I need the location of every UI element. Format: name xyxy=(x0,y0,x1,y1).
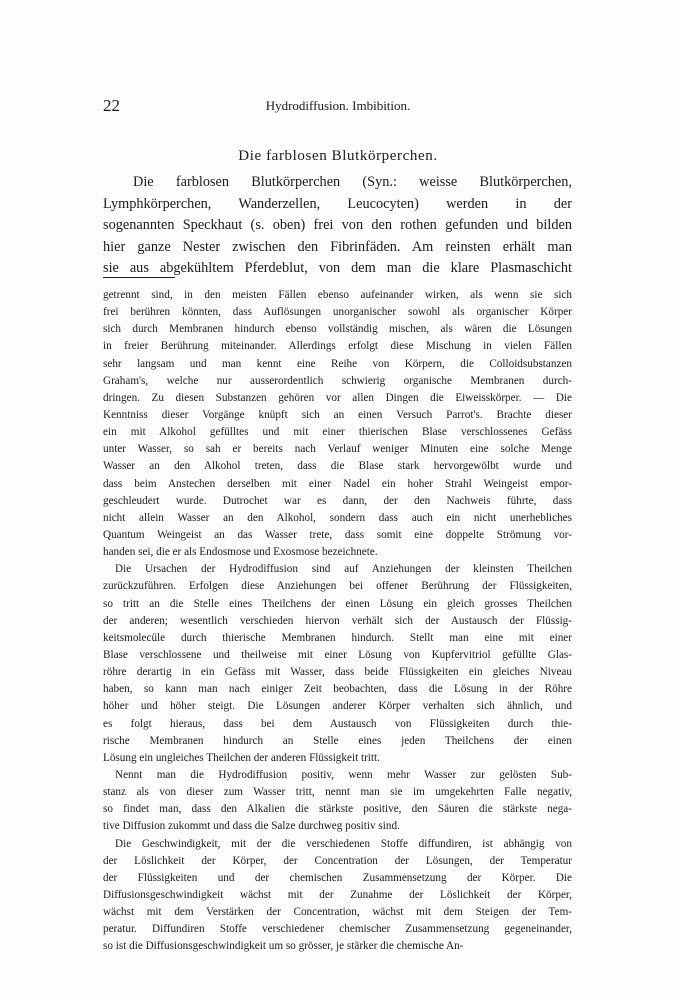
footnote-line: handen sei, die er als Endosmose und Exosmose bezeichnete. xyxy=(103,546,378,559)
footnote-line: Die Geschwindigkeit, mit der die verschiedenen Stoffe diffundiren, ist abhängig von xyxy=(115,837,572,850)
footnote-line: dass beim Anstechen derselben mit einer Nadel ein hoher Strahl Weingeist empor- xyxy=(103,477,572,490)
footnote-line: Kenntniss dieser Vorgänge knüpft sich an einen Versuch Parrot's. Brachte dieser xyxy=(103,408,572,421)
footnote-line: röhre derartig in ein Gefäss mit Wasser, dass beide Flüssigkeiten ein gleiches Niveau xyxy=(103,666,572,679)
footnote-line: stanz als von dieser zum Wasser tritt, nennt man sie im umgekehrten Falle negativ, xyxy=(103,786,572,799)
main-text-line: sie aus abgekühltem Pferdeblut, von dem man die klare Plasmaschicht xyxy=(103,260,572,277)
page-number: 22 xyxy=(103,96,120,115)
footnote-separator xyxy=(103,277,175,278)
footnote-line: ein mit Alkohol gefülltes und mit einer thierischen Blase verschlossenes Gefäss xyxy=(103,426,572,439)
footnote-line: Nennt man die Hydrodiffusion positiv, wenn mehr Wasser zur gelösten Sub- xyxy=(115,768,572,781)
main-paragraph xyxy=(103,172,572,280)
main-text-line: Lymphkörperchen, Wanderzellen, Leucocyten) werden in der xyxy=(103,195,572,212)
footnote-line: tive Diffusion zukommt und dass die Salze durchweg positiv sind. xyxy=(103,820,400,833)
footnote-line: so findet man, dass den Alkalien die stärkste positive, den Säuren die stärkste nega- xyxy=(103,803,572,816)
footnote-line: Quantum Weingeist an das Wasser trete, dass somit eine doppelte Strömung vor- xyxy=(103,528,572,541)
footnote-line: rische Membranen hindurch an Stelle eines jeden Theilchens der einen xyxy=(103,734,572,747)
footnote-line: dringen. Zu diesen Substanzen gehören vor allen Dingen die Eiweisskörper. — Die xyxy=(103,391,572,404)
footnote-text xyxy=(103,287,572,955)
footnote-line: geschleudert wurde. Dutrochet war es dann, der den Nachweis führte, dass xyxy=(103,494,572,507)
footnote-line: der anderen; wesentlich verschieden hiervon verhält sich der Austausch der Flüssig- xyxy=(103,614,572,627)
footnote-line: getrennt sind, in den meisten Fällen ebenso aufeinander wirken, als wenn sie sich xyxy=(103,289,572,301)
footnote-line: wächst mit dem Verstärken der Concentration, wächst mit dem Steigen der Tem- xyxy=(103,906,572,919)
footnote-line: es folgt hieraus, dass bei dem Austausch von Flüssigkeiten durch thie- xyxy=(103,717,572,730)
running-title: Hydrodiffusion. Imbibition. xyxy=(265,98,411,113)
running-head xyxy=(103,96,573,116)
main-text-line: sogenannten Speckhaut (s. oben) frei von den rothen gefunden und bilden xyxy=(103,217,572,234)
footnote-line: haben, so kann man nach einiger Zeit beobachten, dass die Lösung in der Röhre xyxy=(103,683,572,696)
footnote-line: Die Ursachen der Hydrodiffusion sind auf Anziehungen der kleinsten Theilchen xyxy=(115,563,572,576)
footnote-line: Wasser an den Alkohol treten, dass die Blase stark hervorgewölbt wurde und xyxy=(103,460,572,473)
footnote-line: nicht allein Wasser an den Alkohol, sondern dass auch ein nicht unerhebliches xyxy=(103,511,572,524)
footnote-line: so tritt an die Stelle eines Theilchens der einen Lösung ein gleich grosses Theilchen xyxy=(103,597,572,610)
footnote-line: so ist die Diffusionsgeschwindigkeit um so grösser, je stärker die chemische An- xyxy=(103,940,464,953)
footnote-line: Graham's, welche nur ausserordentlich schwierig organische Membranen durch- xyxy=(103,374,572,387)
footnote-line: höher und höher steigt. Die Lösungen anderer Körper verhalten sich ähnlich, und xyxy=(103,700,572,713)
footnote-line: Lösung ein ungleiches Theilchen der anderen Flüssigkeit tritt. xyxy=(103,751,380,764)
footnote-line: unter Wasser, so sah er bereits nach Verlauf weniger Minuten eine solche Menge xyxy=(103,443,572,456)
footnote-line: sich durch Membranen hindurch ebenso vollständig mischen, als wären die Lösungen xyxy=(103,323,572,336)
footnote-line: der Löslichkeit der Körper, der Concentration der Lösungen, der Temperatur xyxy=(103,854,572,867)
footnote-line: der Flüssigkeiten und der chemischen Zusammensetzung der Körper. Die xyxy=(103,871,572,884)
footnote-line: sehr langsam und man kennt eine Reihe von Körpern, die Colloidsubstanzen xyxy=(103,357,572,370)
footnote-line: peratur. Diffundiren Stoffe verschiedener chemischer Zusammensetzung gegeneinander, xyxy=(103,923,572,936)
section-title: Die farblosen Blutkörperchen. xyxy=(238,148,438,164)
footnote-line: in freier Berührung miteinander. Allerdings erfolgt diese Mischung in vielen Fällen xyxy=(103,340,572,353)
main-text-line: Die farblosen Blutkörperchen (Syn.: weisse Blutkörperchen, xyxy=(133,174,572,190)
footnote-line: zurückzuführen. Erfolgen diese Anziehungen bei offener Berührung der Flüssigkeiten, xyxy=(103,580,572,593)
footnote-line: keitsmolecüle durch thierische Membranen hindurch. Stellt man eine mit einer xyxy=(103,631,572,644)
footnote-line: frei berühren könnten, dass Auflösungen unorganischer sowohl als organischer Körper xyxy=(103,306,572,319)
main-text-line: hier ganze Nester zwischen den Fibrinfäden. Am reinsten erhält man xyxy=(103,238,572,255)
footnote-line: Diffusionsgeschwindigkeit wächst mit der Zunahme der Löslichkeit der Körper, xyxy=(103,888,572,901)
footnote-line: Blase verschlossene und theilweise mit einer Lösung von Kupfervitriol gefüllte Glas- xyxy=(103,648,572,661)
